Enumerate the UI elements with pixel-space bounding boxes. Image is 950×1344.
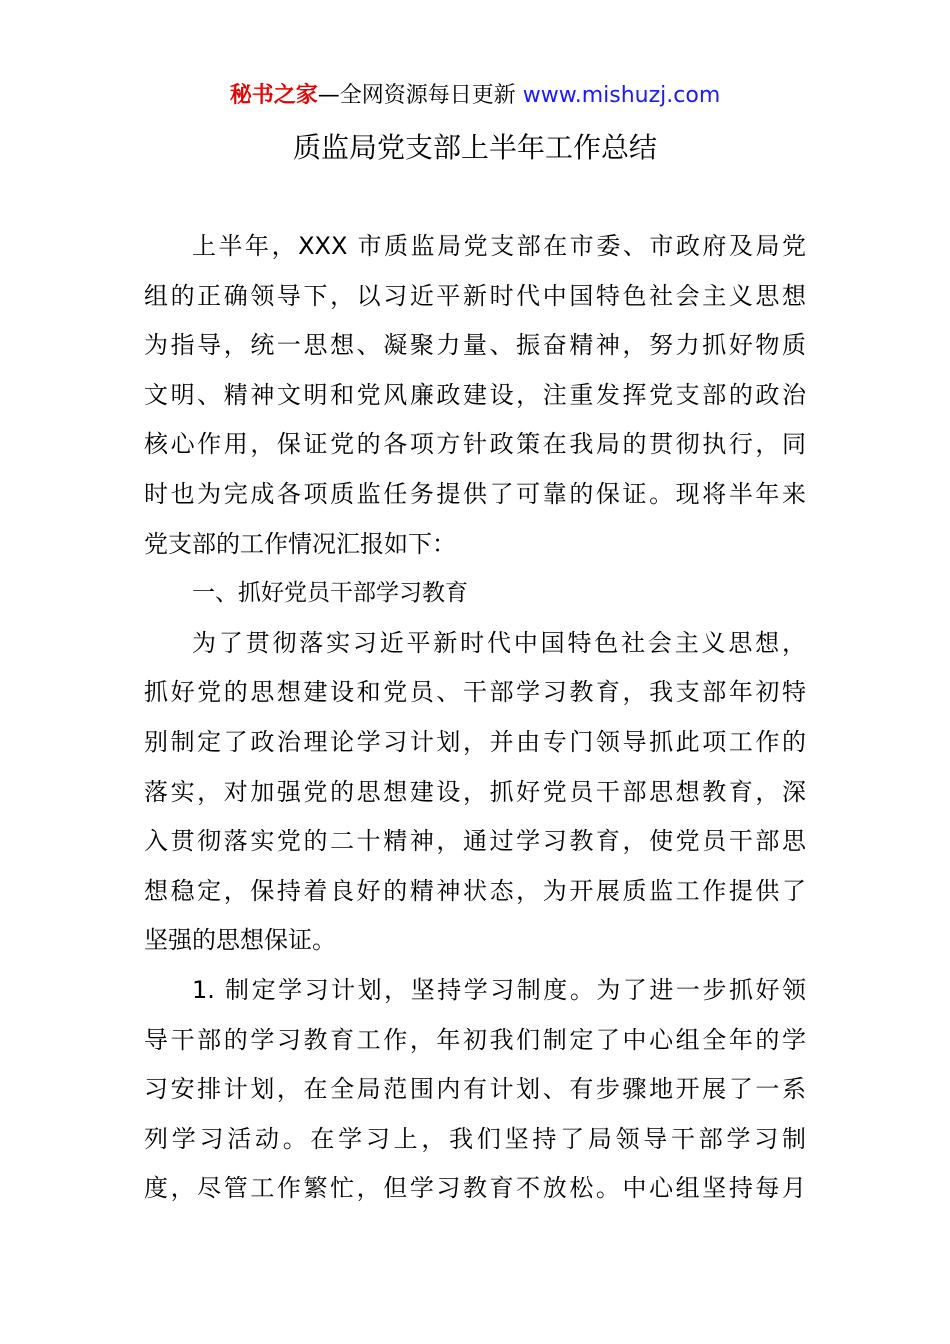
paragraph-line: 党支部的工作情况汇报如下： [144, 529, 456, 558]
paragraph-line: 导干部的学习教育工作，年初我们制定了中心组全年的学 [144, 1025, 806, 1054]
paragraph-line: 入贯彻落实党的二十精神，通过学习教育，使党员干部思 [144, 827, 806, 856]
paragraph-line: 上半年，XXX 市质监局党支部在市委、市政府及局党 [192, 232, 806, 260]
paragraph-line: 列学习活动。在学习上，我们坚持了局领导干部学习制 [144, 1124, 806, 1153]
section-heading: 一、抓好党员干部学习教育 [192, 580, 468, 607]
paragraph-line: 文明、精神文明和党风廉政建设，注重发挥党支部的政治 [144, 380, 806, 409]
site-url: www.mishuzj.com [522, 83, 721, 108]
site-header [0, 80, 950, 112]
paragraph-line: 别制定了政治理论学习计划，并由专门领导抓此项工作的 [144, 727, 806, 756]
paragraph-line: 组的正确领导下，以习近平新时代中国特色社会主义思想 [144, 281, 806, 310]
paragraph-line: 习安排计划，在全局范围内有计划、有步骤地开展了一系 [144, 1075, 806, 1104]
paragraph-line: 落实，对加强党的思想建设，抓好党员干部思想教育，深 [144, 777, 806, 806]
paragraph-line: 时也为完成各项质监任务提供了可靠的保证。现将半年来 [144, 479, 806, 508]
paragraph-line: 抓好党的思想建设和党员、干部学习教育，我支部年初特 [144, 678, 806, 707]
paragraph-line: 想稳定，保持着良好的精神状态，为开展质监工作提供了 [144, 876, 806, 905]
paragraph-line: 为了贯彻落实习近平新时代中国特色社会主义思想， [192, 628, 806, 657]
paragraph-line: 度，尽管工作繁忙，但学习教育不放松。中心组坚持每月 [144, 1174, 806, 1203]
paragraph-line: 为指导，统一思想、凝聚力量、振奋精神，努力抓好物质 [144, 331, 806, 360]
paragraph-line: 核心作用，保证党的各项方针政策在我局的贯彻执行，同 [144, 430, 806, 459]
document-title: 质监局党支部上半年工作总结 [292, 131, 657, 164]
header-tagline: —全网资源每日更新 [317, 83, 523, 108]
document-body [144, 222, 806, 1214]
paragraph-line: 坚强的思想保证。 [144, 926, 336, 955]
paragraph-line: 1. 制定学习计划，坚持学习制度。为了进一步抓好领 [192, 975, 806, 1004]
brand-name: 秘书之家 [229, 83, 318, 108]
